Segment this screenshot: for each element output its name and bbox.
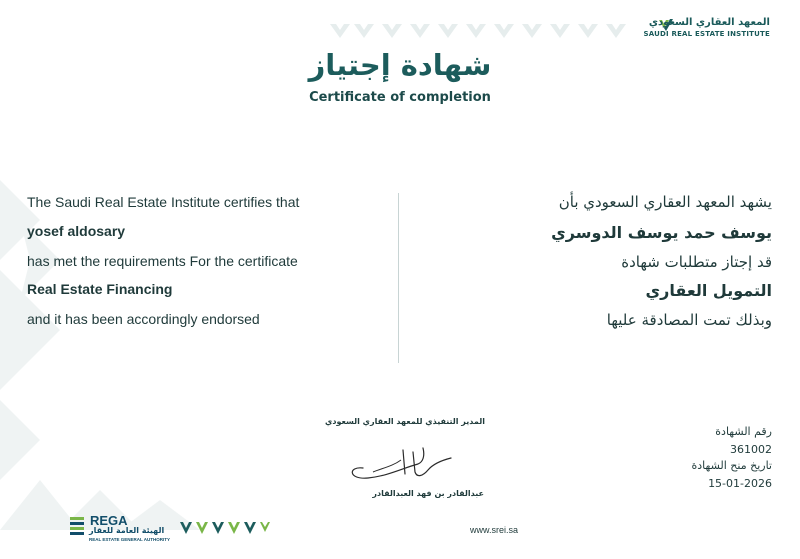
en-recipient-name: yosef aldosary: [27, 223, 126, 239]
certificate-number-label: رقم الشهادة: [715, 425, 772, 438]
ar-requirements-line: قد إجتاز متطلبات شهادة: [621, 253, 772, 271]
issue-date-label: تاريخ منح الشهادة: [691, 459, 772, 472]
rega-name-english: REAL ESTATE GENERAL AUTHORITY: [89, 537, 171, 542]
ar-certifies-line: يشهد المعهد العقاري السعودي بأن: [558, 193, 772, 211]
signatory-title: المدير التنفيذي للمعهد العقاري السعودي: [325, 417, 485, 426]
column-divider: [398, 193, 399, 363]
signatory-name: عبدالقادر بن فهد العبدالقادر: [372, 489, 484, 498]
website-link[interactable]: www.srei.sa: [470, 525, 519, 535]
decorative-pattern-top: [330, 20, 630, 42]
en-requirements-line: has met the requirements For the certificate: [27, 253, 298, 269]
brand-marks-icon: [180, 519, 270, 537]
institute-name-ar: المعهد العقاري السعودي: [648, 17, 770, 28]
ar-course-name: التمويل العقاري: [645, 281, 772, 300]
certificate-number: 361002: [730, 443, 772, 456]
en-course-name: Real Estate Financing: [27, 281, 173, 297]
ar-endorsed-line: وبذلك تمت المصادقة عليها: [606, 311, 772, 329]
ar-recipient-name: يوسف حمد يوسف الدوسري: [551, 223, 772, 242]
certificate-title-arabic: شهادة إجتياز: [308, 48, 492, 82]
en-certifies-line: The Saudi Real Estate Institute certifies that: [27, 194, 300, 210]
signature-image: [343, 438, 453, 488]
institute-name-en: SAUDI REAL ESTATE INSTITUTE: [643, 30, 770, 38]
rega-name-arabic: الهيئة العامة للعقار: [89, 526, 165, 535]
rega-logo-icon: [68, 513, 88, 543]
issue-date: 15-01-2026: [708, 477, 772, 490]
rega-abbreviation: REGA: [90, 513, 128, 528]
en-endorsed-line: and it has been accordingly endorsed: [27, 311, 260, 327]
certificate-title-english: Certificate of completion: [309, 90, 491, 105]
